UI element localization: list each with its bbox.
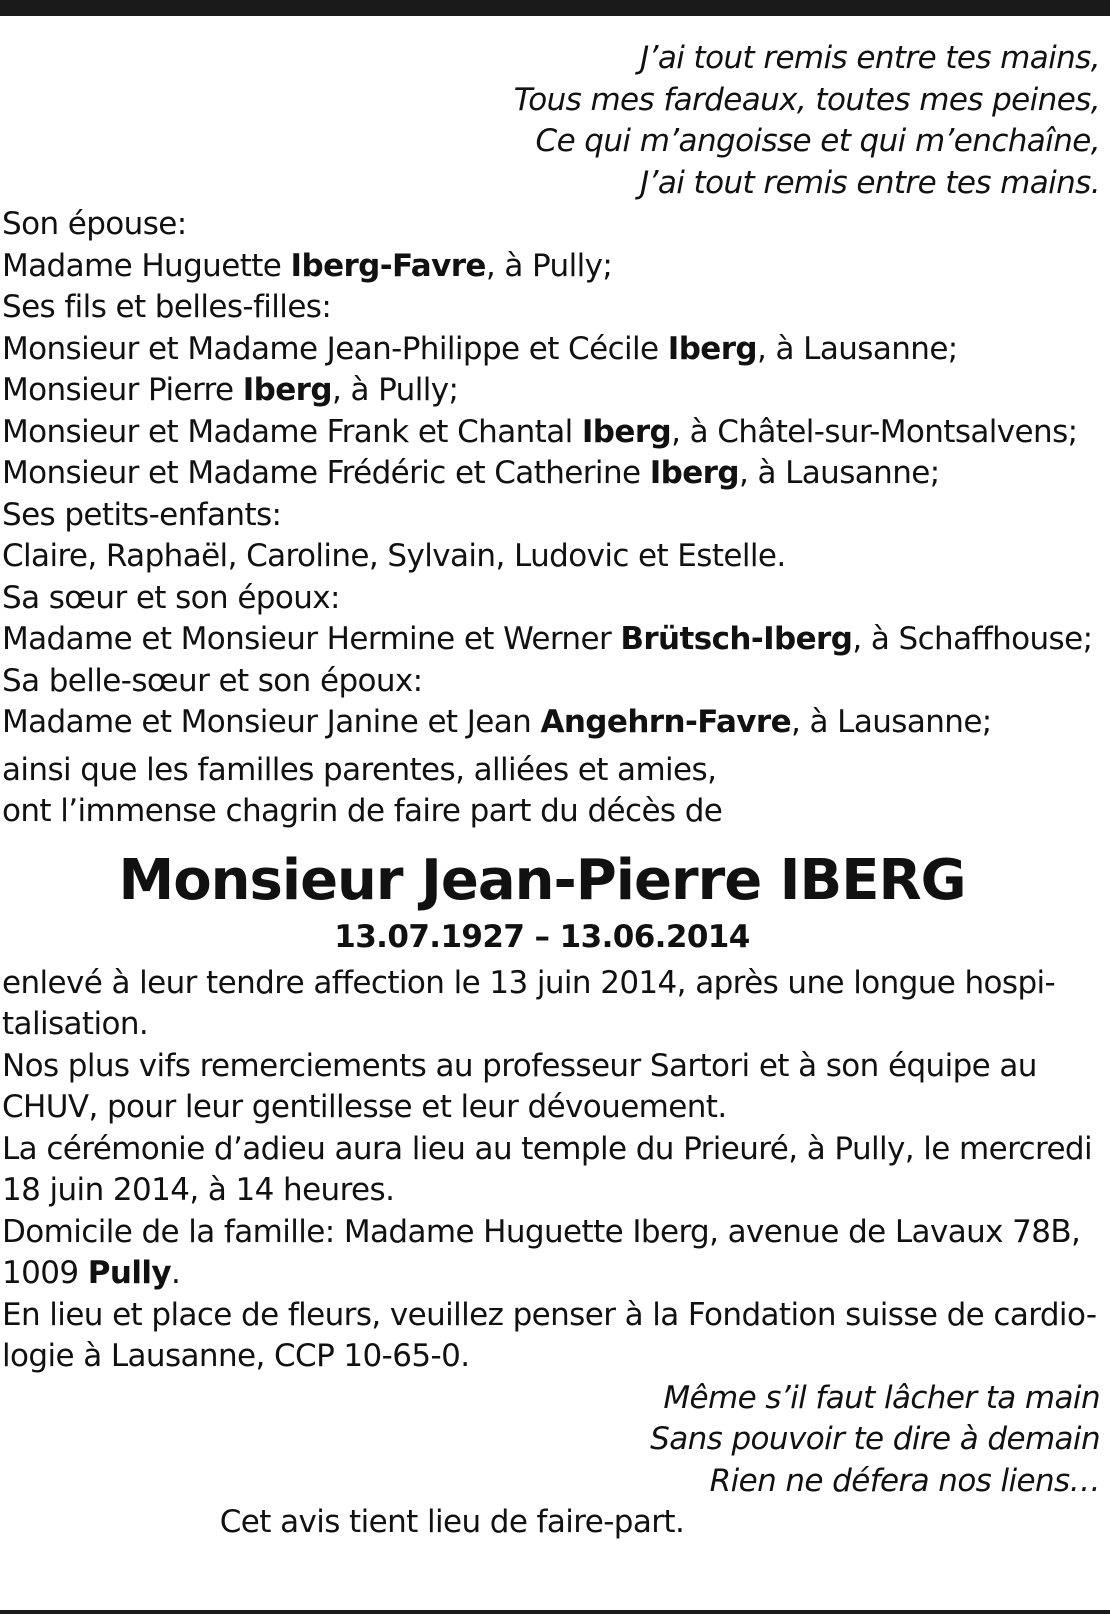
- paragraph-line: 18 juin 2014, à 14 heures.: [2, 1172, 395, 1208]
- closing-poem: [2, 1378, 1100, 1503]
- deceased-name: Monsieur Jean-Pierre IBERG: [118, 847, 966, 913]
- family-line: Ses fils et belles-filles:: [2, 289, 332, 325]
- family-line: Madame Huguette Iberg-Favre, à Pully;: [2, 247, 613, 284]
- closing-note: Cet avis tient lieu de faire-part.: [219, 1504, 685, 1540]
- poem-line: Même s’il faut lâcher ta main: [663, 1379, 1100, 1416]
- poem-line: Ce qui m’angoisse et qui m’enchaîne,: [535, 123, 1100, 159]
- family-line: Monsieur et Madame Frank et Chantal Iberg, à Châtel-sur-Montsalvens;: [2, 413, 1078, 450]
- obituary-notice: [2, 38, 1102, 1544]
- paragraph-line: CHUV, pour leur gentillesse et leur dévouement.: [2, 1089, 727, 1125]
- domicile-line: 1009 Pully.: [2, 1255, 181, 1291]
- intro-line: ainsi que les familles parentes, alliées et amies,: [2, 751, 717, 788]
- poem-line: Sans pouvoir te dire à demain: [650, 1421, 1100, 1457]
- opening-poem: [2, 38, 1100, 204]
- life-dates: 13.07.1927 – 13.06.2014: [334, 918, 750, 955]
- announcement-paragraphs: [2, 963, 1102, 1378]
- family-line: Monsieur et Madame Jean-Philippe et Cécile Iberg, à Lausanne;: [2, 330, 958, 367]
- family-line: Madame et Monsieur Janine et Jean Angehrn-Favre, à Lausanne;: [2, 704, 992, 740]
- top-rule: [0, 0, 1110, 16]
- domicile-line: Domicile de la famille: Madame Huguette Iberg, avenue de Lavaux 78B,: [2, 1213, 1081, 1250]
- family-line: Sa sœur et son époux:: [2, 579, 340, 616]
- paragraph-line: enlevé à leur tendre affection le 13 juin 2014, après une longue hospi-: [2, 964, 1056, 1001]
- flowers-line: logie à Lausanne, CCP 10-65-0.: [2, 1338, 470, 1374]
- flowers-line: En lieu et place de fleurs, veuillez penser à la Fondation suisse de cardio-: [2, 1296, 1097, 1333]
- family-line: Ses petits-enfants:: [2, 496, 282, 533]
- family-line: Claire, Raphaël, Caroline, Sylvain, Ludovic et Estelle.: [2, 538, 786, 574]
- intro-text: [2, 750, 1102, 833]
- poem-line: J’ai tout remis entre tes mains,: [640, 40, 1100, 76]
- bottom-rule: [0, 1610, 1110, 1614]
- family-list: [2, 204, 1102, 744]
- paragraph-line: Nos plus vifs remerciements au professeur Sartori et à son équipe au: [2, 1047, 1037, 1084]
- intro-line: ont l’immense chagrin de faire part du décès de: [2, 793, 723, 829]
- poem-line: Rien ne défera nos liens…: [709, 1462, 1100, 1499]
- family-line: Sa belle-sœur et son époux:: [2, 662, 423, 699]
- poem-line: J’ai tout remis entre tes mains.: [640, 164, 1100, 201]
- family-line: Son épouse:: [2, 206, 187, 242]
- paragraph-line: La cérémonie d’adieu aura lieu au temple du Prieuré, à Pully, le mercredi: [2, 1130, 1093, 1167]
- paragraph-line: talisation.: [2, 1006, 149, 1042]
- poem-line: Tous mes fardeaux, toutes mes peines,: [513, 81, 1100, 118]
- family-line: Madame et Monsieur Hermine et Werner Brütsch-Iberg, à Schaffhouse;: [2, 621, 1093, 657]
- family-line: Monsieur et Madame Frédéric et Catherine Iberg, à Lausanne;: [2, 455, 940, 491]
- family-line: Monsieur Pierre Iberg, à Pully;: [2, 372, 459, 408]
